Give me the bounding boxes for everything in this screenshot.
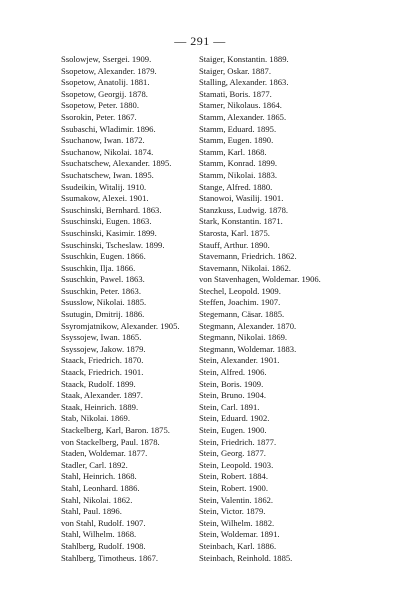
name-entry: Stamati, Boris. 1877. (199, 88, 272, 99)
name-entry: Staak, Heinrich. 1889. (61, 401, 139, 412)
name-entry: Stab, Nikolai. 1869. (61, 413, 130, 424)
name-entry: Ssuschkin, Eugen. 1866. (61, 251, 146, 262)
name-entry: Ssopetow, Anatolij. 1881. (61, 77, 150, 88)
name-entry: Stein, Eugen. 1900. (199, 425, 267, 435)
name-entry: Stanzkuss, Ludwig. 1878. (199, 204, 289, 215)
name-entry: Stein, Robert. 1884. (199, 471, 268, 482)
name-entry: Staak, Alexander. 1897. (61, 390, 143, 401)
name-entry: Stahlberg, Rudolf. 1908. (61, 540, 146, 551)
name-entry: Stamm, Eugen. 1890. (199, 135, 274, 146)
name-entry: Ssyromjatnikow, Alexander. 1905. (61, 320, 180, 331)
name-entry: Stahlberg, Timotheus. 1867. (61, 552, 159, 563)
name-entry: Ssuschinski, Bernhard. 1863. (61, 204, 162, 215)
name-entry: Staack, Friedrich. 1901. (61, 367, 144, 378)
name-entry: Starosta, Karl. 1875. (199, 227, 270, 238)
name-entry: von Stackelberg, Paul. 1878. (61, 436, 160, 447)
name-entry: Stein, Bruno. 1904. (199, 390, 267, 401)
name-entry: Stein, Friedrich. 1877. (199, 436, 277, 447)
name-entry: Staack, Rudolf. 1899. (61, 378, 136, 389)
name-entry: Stanowoi, Wasilij. 1901. (199, 193, 284, 204)
name-entry: Stein, Alfred. 1906. (199, 367, 267, 378)
name-entry: Stalling, Alexander. 1863. (199, 77, 289, 88)
name-entry: Stein, Valentin. 1862. (199, 494, 274, 505)
name-entry: Stegmann, Woldemar. 1883. (199, 343, 297, 354)
name-entry: Stegmann, Nikolai. 1869. (199, 332, 288, 343)
name-entry: Staiger, Oskar. 1887. (199, 65, 271, 76)
name-entry: Stamm, Eduard. 1895. (199, 123, 277, 134)
name-entry: Stegemann, Cäsar. 1885. (199, 309, 285, 320)
name-entry: Ssudeikin, Witalij. 1910. (61, 181, 147, 192)
name-entry: Stein, Alexander. 1901. (199, 355, 280, 366)
name-entry: Staiger, Konstantin. 1889. (199, 54, 289, 64)
name-entry: Steffen, Joachim. 1907. (199, 297, 281, 308)
name-entry: Stadler, Carl. 1892. (61, 459, 128, 470)
name-entry: Ssuschinski, Eugen. 1863. (61, 216, 152, 227)
name-entry: Stauff, Arthur. 1890. (199, 239, 270, 250)
name-entry: Stange, Alfred. 1880. (199, 181, 273, 192)
name-entry: Stegmann, Alexander. 1870. (199, 320, 297, 331)
name-entry: Stahl, Paul. 1896. (61, 506, 122, 517)
name-entry: Stein, Carl. 1891. (199, 401, 260, 412)
name-entry: Ssutugin, Dmitrij. 1886. (61, 309, 145, 320)
name-entry: Stein, Woldemar. 1891. (199, 529, 280, 540)
name-entry: Ssusslow, Nikolai. 1885. (61, 297, 147, 308)
name-entry: Ssopetow, Peter. 1880. (61, 100, 139, 111)
name-entry: Stavemann, Nikolai. 1862. (199, 262, 291, 273)
name-entry: Ssolowjew, Ssergei. 1909. (61, 54, 152, 64)
name-entry: Staden, Woldemar. 1877. (61, 448, 148, 459)
name-entry: Ssopetow, Georgij. 1878. (61, 88, 148, 99)
name-entry: Ssuschkin, Peter. 1863. (61, 285, 141, 296)
name-entry: Stark, Konstantin. 1871. (199, 216, 283, 227)
name-entry: Ssorokin, Peter. 1867. (61, 111, 137, 122)
name-entry: Ssopetow, Alexander. 1879. (61, 65, 157, 76)
name-entry: Stein, Georg. 1877. (199, 448, 266, 459)
name-entry: Ssuchanow, Nikolai. 1874. (61, 146, 154, 157)
name-entry: Ssyssojew, Iwan. 1865. (61, 332, 142, 343)
name-entry: Stackelberg, Karl, Baron. 1875. (61, 425, 170, 435)
name-entry: Ssubaschi, Wladimir. 1896. (61, 123, 156, 134)
name-entry: Staack, Friedrich. 1870. (61, 355, 144, 366)
name-entry: Ssyssojew, Jakow. 1879. (61, 343, 146, 354)
name-entry: Stein, Eduard. 1902. (199, 413, 270, 424)
name-entry: Stamm, Alexander. 1865. (199, 111, 287, 122)
name-entry: von Stavenhagen, Woldemar. 1906. (199, 274, 321, 285)
left-name-column (61, 54, 193, 564)
name-entry: von Stahl, Rudolf. 1907. (61, 517, 146, 528)
name-entry: Stahl, Nikolai. 1862. (61, 494, 133, 505)
name-entry: Steinbach, Reinhold. 1885. (199, 552, 293, 563)
name-entry: Ssumakow, Alexei. 1901. (61, 193, 149, 204)
name-entry: Ssuschinski, Kasimir. 1899. (61, 227, 157, 238)
name-entry: Stahl, Wilhelm. 1868. (61, 529, 137, 540)
name-entry: Stahl, Leonhard. 1886. (61, 482, 140, 493)
name-entry: Stamm, Konrad. 1899. (199, 158, 278, 169)
name-entry: Stein, Leopold. 1903. (199, 459, 274, 470)
name-entry: Stahl, Heinrich. 1868. (61, 471, 137, 482)
name-entry: Stein, Boris. 1909. (199, 378, 264, 389)
name-entry: Ssuchatschew, Iwan. 1895. (61, 169, 154, 180)
name-entry: Stavemann, Friedrich. 1862. (199, 251, 297, 262)
name-entry: Ssuchatschew, Alexander. 1895. (61, 158, 172, 169)
name-entry: Stamm, Karl. 1868. (199, 146, 267, 157)
page-number: — 291 — (174, 34, 226, 48)
right-name-column (199, 54, 339, 564)
name-entry: Stein, Robert. 1900. (199, 482, 268, 493)
name-entry: Stamm, Nikolai. 1883. (199, 169, 278, 180)
name-entry: Stein, Victor. 1879. (199, 506, 266, 517)
name-entry: Stamer, Nikolaus. 1864. (199, 100, 282, 111)
name-entry: Ssuschinski, Tscheslaw. 1899. (61, 239, 165, 250)
name-entry: Steinbach, Karl. 1886. (199, 540, 277, 551)
name-entry: Stein, Wilhelm. 1882. (199, 517, 275, 528)
name-entry: Ssuschkin, Pawel. 1863. (61, 274, 145, 285)
name-entry: Ssuchanow, Iwan. 1872. (61, 135, 145, 146)
name-entry: Stechel, Leopold. 1909. (199, 285, 281, 296)
name-entry: Ssuschkin, Ilja. 1866. (61, 262, 136, 273)
